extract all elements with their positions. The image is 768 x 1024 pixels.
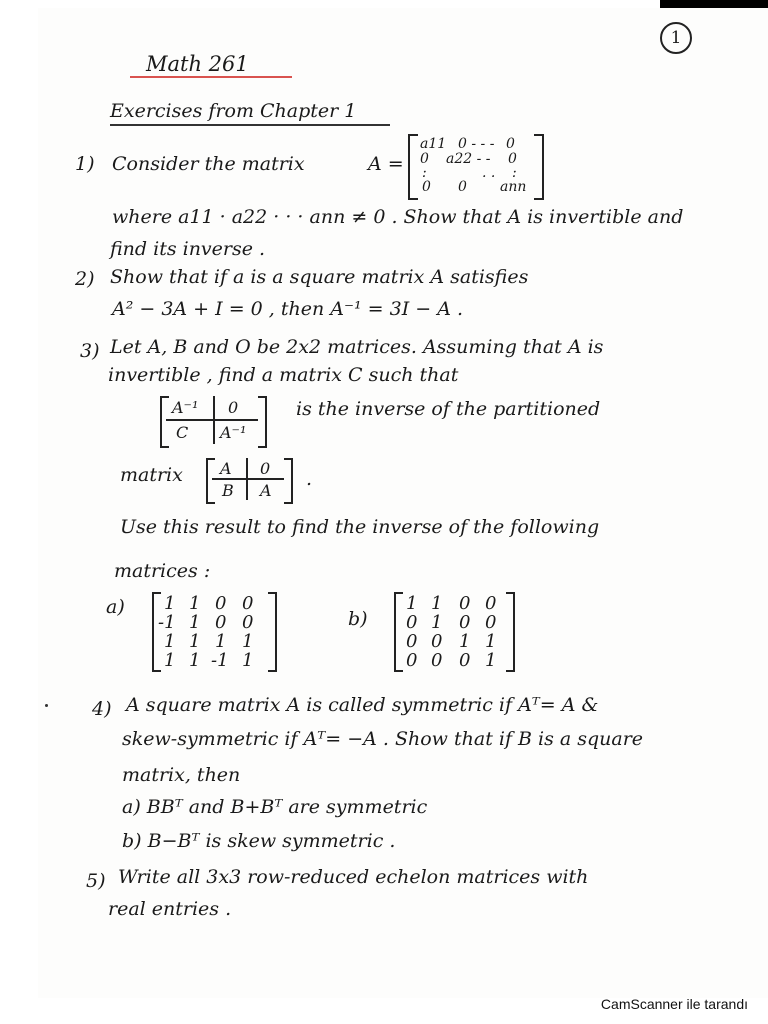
matrix-entry: 1 xyxy=(485,650,497,671)
ex3-line3: Use this result to find the inverse of the following xyxy=(120,516,600,538)
matrix-entry: 0 xyxy=(406,612,418,633)
matrix-entry: 0 xyxy=(420,151,429,167)
matrix-entry: 1 xyxy=(406,593,418,614)
matrix-entry: 0 xyxy=(459,593,471,614)
ex4-line3: matrix, then xyxy=(122,764,241,786)
ex5-line2: real entries . xyxy=(108,898,232,920)
ex1-line2: find its inverse . xyxy=(110,238,266,260)
matrix-entry: 1 xyxy=(164,593,176,614)
matrix-entry: 1 xyxy=(242,631,254,652)
matrix-entry: 0 xyxy=(242,593,254,614)
matrix-b-right-bracket xyxy=(506,592,515,672)
block2-right-bracket xyxy=(284,458,293,504)
ex1-intro: Consider the matrix xyxy=(112,153,305,175)
matrix-entry: a22 - - xyxy=(446,151,491,167)
matrix-entry: -1 xyxy=(211,650,229,671)
matrix-entry: 0 xyxy=(458,179,467,195)
heading-underline xyxy=(110,124,390,126)
matrix-entry: 0 xyxy=(506,136,515,152)
matrix-entry: 0 xyxy=(215,593,227,614)
matrix-entry: 1 xyxy=(459,631,471,652)
part-a-label: a) xyxy=(106,596,125,618)
block2-entry: 0 xyxy=(260,459,271,478)
matrix-entry: 1 xyxy=(215,631,227,652)
ex4-part-b: b) B−Bᵀ is skew symmetric . xyxy=(122,830,396,852)
ex4-part-a: a) BBᵀ and B+Bᵀ are symmetric xyxy=(122,796,428,818)
scan-speck xyxy=(45,704,48,707)
block1-entry: C xyxy=(176,423,189,442)
matrix-entry: 1 xyxy=(189,593,201,614)
matrix-entry: 0 xyxy=(508,151,517,167)
ex3-line2: invertible , find a matrix C such that xyxy=(108,364,459,386)
ex1-line1: where a11 · a22 · · · ann ≠ 0 . Show that A is invertible and xyxy=(112,206,684,228)
page-number-badge: 1 xyxy=(660,22,692,54)
matrix-entry: 0 xyxy=(406,631,418,652)
block1-left-bracket xyxy=(160,396,169,448)
matrix-entry: 0 xyxy=(459,650,471,671)
matrix-entry: 1 xyxy=(189,650,201,671)
block2-horizontal-divider xyxy=(212,478,284,480)
ex1-matrix-label: A = xyxy=(368,153,404,175)
ex3-line1: Let A, B and O be 2x2 matrices. Assuming that A is xyxy=(110,336,604,358)
ex4-line2: skew-symmetric if Aᵀ= −A . Show that if B is a square xyxy=(122,728,644,750)
matrix-entry: 0 xyxy=(431,631,443,652)
matrix-entry: 1 xyxy=(189,631,201,652)
matrix-entry: : xyxy=(512,165,517,181)
ex1-left-bracket xyxy=(408,134,418,200)
block1-right-bracket xyxy=(258,396,267,448)
ex5-number: 5) xyxy=(86,870,106,892)
ex4-line1: A square matrix A is called symmetric if Aᵀ= A & xyxy=(126,694,599,716)
ex2-number: 2) xyxy=(75,268,95,290)
block2-left-bracket xyxy=(206,458,215,504)
matrix-entry: 1 xyxy=(164,631,176,652)
matrix-a-right-bracket xyxy=(268,592,277,672)
block1-horizontal-divider xyxy=(166,419,258,421)
matrix-entry: 1 xyxy=(189,612,201,633)
ex3-line4: matrices : xyxy=(114,560,211,582)
matrix-entry: ann xyxy=(500,179,527,195)
ex3-matrix-word: matrix xyxy=(120,464,183,486)
block1-entry: 0 xyxy=(228,398,239,417)
matrix-entry: 1 xyxy=(485,631,497,652)
scan-edge-bar xyxy=(660,0,768,8)
matrix-entry: 0 xyxy=(406,650,418,671)
course-title: Math 261 xyxy=(146,52,249,76)
ex5-line1: Write all 3x3 row-reduced echelon matrices with xyxy=(118,866,589,888)
part-b-label: b) xyxy=(348,608,368,630)
matrix-entry: . . xyxy=(482,165,496,181)
matrix-entry: 1 xyxy=(164,650,176,671)
matrix-entry: 1 xyxy=(431,593,443,614)
ex2-line2: A² − 3A + I = 0 , then A⁻¹ = 3I − A . xyxy=(112,298,464,320)
matrix-entry: a11 xyxy=(420,136,447,152)
block1-entry: A⁻¹ xyxy=(172,398,199,417)
matrix-entry: 0 xyxy=(422,179,431,195)
scanner-watermark: CamScanner ile tarandı xyxy=(600,996,748,1012)
matrix-entry: 0 xyxy=(431,650,443,671)
ex1-number: 1) xyxy=(75,153,95,175)
block1-entry: A⁻¹ xyxy=(220,423,247,442)
matrix-entry: -1 xyxy=(158,612,176,633)
ex4-number: 4) xyxy=(92,698,112,720)
ex3-number: 3) xyxy=(80,340,100,362)
matrix-entry: 0 xyxy=(242,612,254,633)
ex2-line1: Show that if a is a square matrix A satisfies xyxy=(110,266,529,288)
chapter-heading: Exercises from Chapter 1 xyxy=(110,100,357,122)
matrix-entry: 0 xyxy=(485,612,497,633)
matrix-entry: 1 xyxy=(431,612,443,633)
ex3-inverse-text: is the inverse of the partitioned xyxy=(296,398,601,420)
matrix-entry: 0 - - - xyxy=(458,136,495,152)
block2-entry: A xyxy=(260,481,272,500)
block2-entry: A xyxy=(220,459,232,478)
title-underline xyxy=(130,76,292,78)
matrix-entry: 0 xyxy=(459,612,471,633)
block2-period: . xyxy=(306,468,313,490)
ex1-right-bracket xyxy=(534,134,544,200)
matrix-entry: 1 xyxy=(242,650,254,671)
matrix-b-left-bracket xyxy=(394,592,403,672)
block2-entry: B xyxy=(222,481,234,500)
matrix-entry: : xyxy=(422,165,427,181)
matrix-entry: 0 xyxy=(215,612,227,633)
matrix-entry: 0 xyxy=(485,593,497,614)
